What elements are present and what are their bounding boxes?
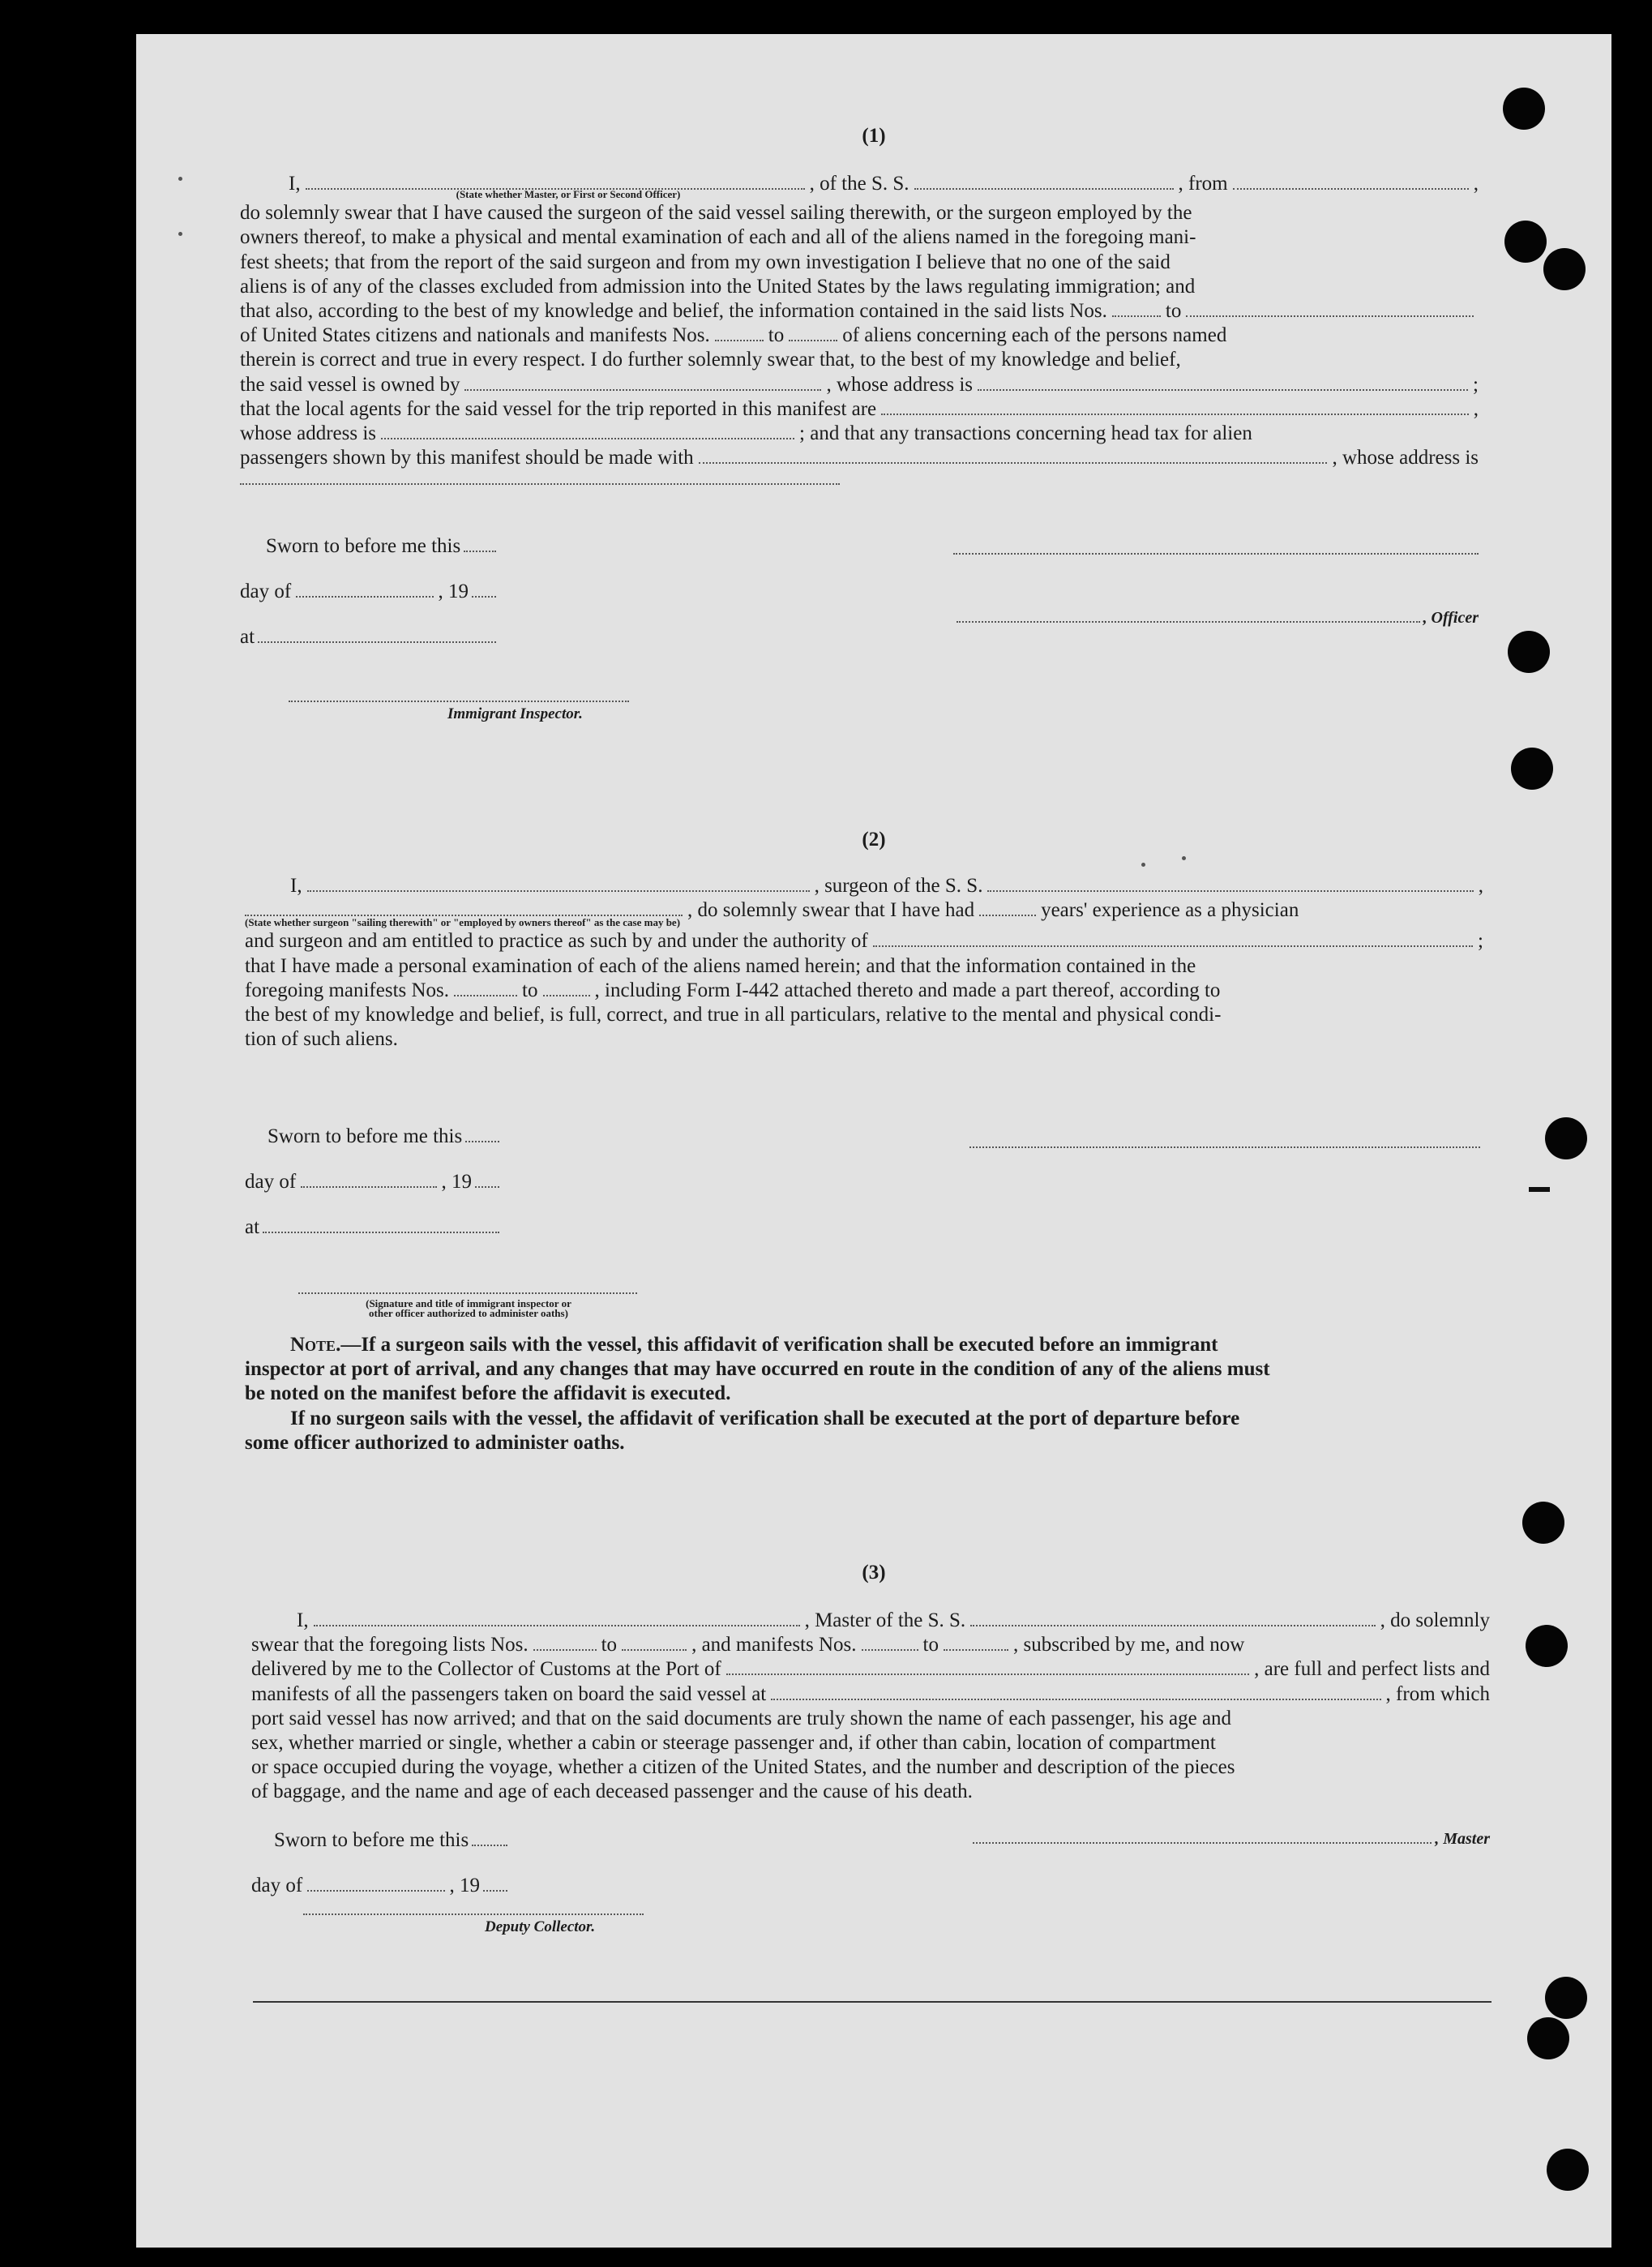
s1-day-field[interactable] xyxy=(296,583,433,598)
s2-manifests-to-field[interactable] xyxy=(543,982,590,996)
s3-l2e: , subscribed by me, and now xyxy=(1012,1634,1245,1656)
s2-l6: the best of my knowledge and belief, is full, correct, and true in all particulars, relative to the mental and physical condi- xyxy=(245,1003,1222,1026)
s1-l9c: ; xyxy=(1473,373,1479,396)
officer-label: , Officer xyxy=(1423,609,1479,627)
s1-l5: aliens is of any of the classes excluded from admission into the United States by the laws regulating immigration; and xyxy=(240,275,1196,298)
s1-year-field[interactable] xyxy=(472,583,496,598)
s2-vessel-field[interactable] xyxy=(987,877,1473,892)
s3-day-field[interactable] xyxy=(307,1877,444,1892)
s2-sig-hint-1: (Signature and title of immigrant inspector or xyxy=(366,1297,571,1309)
s2-manifests-from-field[interactable] xyxy=(454,982,517,996)
bottom-rule xyxy=(253,2001,1492,2003)
s3-i: I, xyxy=(297,1609,309,1631)
s3-l2c: , and manifests Nos. xyxy=(691,1634,857,1656)
s1-l11b: ; and that any transactions concerning head tax for alien xyxy=(799,422,1252,444)
section2-body xyxy=(245,874,1483,1052)
s1-from: , from xyxy=(1178,173,1228,195)
s1-l10b: , xyxy=(1473,397,1479,420)
s3-l3b: , are full and perfect lists and xyxy=(1254,1658,1490,1681)
note-l4: If no surgeon sails with the vessel, the affidavit of verification shall be executed at the port of departure before xyxy=(290,1407,1240,1429)
owner-field[interactable] xyxy=(464,376,821,391)
section1-heading: (1) xyxy=(862,125,886,147)
mark xyxy=(1529,1187,1550,1192)
s1-sworn: Sworn to before me this xyxy=(266,535,461,557)
punch-hole xyxy=(1508,631,1550,673)
punch-hole xyxy=(1545,1117,1587,1159)
head-tax-contact-field[interactable] xyxy=(699,449,1328,464)
s1-comma: , xyxy=(1473,173,1479,195)
s2-l2a: , do solemnly swear that I have had xyxy=(687,899,975,922)
officer-hint: (State whether Master, or First or Second Officer) xyxy=(456,188,681,201)
manifests-to-field[interactable] xyxy=(789,327,837,341)
s1-l4: fest sheets; that from the report of the said surgeon and from my own investigation I believe that no one of the said xyxy=(240,251,1171,273)
note-l5: some officer authorized to administer oaths. xyxy=(245,1431,625,1454)
owner-address-field[interactable] xyxy=(978,376,1468,391)
speck xyxy=(178,177,182,181)
s2-day-of: day of xyxy=(245,1171,297,1193)
s1-sworn-block xyxy=(240,535,499,649)
s3-l2b: to xyxy=(601,1634,618,1656)
s1-l9a: the said vessel is owned by xyxy=(240,373,460,396)
s3-year: , 19 xyxy=(449,1875,480,1896)
s1-day-of: day of xyxy=(240,581,292,602)
note-l3: be noted on the manifest before the affidavit is executed. xyxy=(245,1382,731,1405)
head-tax-address-field[interactable] xyxy=(240,470,840,485)
punch-hole xyxy=(1527,2017,1569,2059)
officer-signature xyxy=(953,608,1479,628)
s2-l5a: foregoing manifests Nos. xyxy=(245,979,450,1001)
collector-label: Deputy Collector. xyxy=(485,1918,596,1935)
s3-l3a: delivered by me to the Collector of Customs at the Port of xyxy=(251,1658,721,1681)
s2-sig-hint xyxy=(306,1297,631,1320)
surgeon-hint: (State whether surgeon "sailing therewith" or "employed by owners thereof" as the case may be) xyxy=(245,916,681,929)
agents-address-field[interactable] xyxy=(381,425,794,439)
s2-place-field[interactable] xyxy=(263,1219,499,1233)
punch-hole xyxy=(1547,2149,1589,2191)
lists-from-field[interactable] xyxy=(1112,302,1161,317)
s1-l10a: that the local agents for the said vessel for the trip reported in this manifest are xyxy=(240,397,877,420)
surgeon-signature-line[interactable] xyxy=(969,1146,1480,1148)
surgeon-name-field[interactable] xyxy=(307,877,810,892)
s3-l4b: , from which xyxy=(1385,1682,1490,1705)
s2-day-field[interactable] xyxy=(301,1173,436,1188)
s3-l2d: to xyxy=(922,1634,939,1656)
s1-l7a: of United States citizens and nationals and manifests Nos. xyxy=(240,324,710,347)
master-label: , Master xyxy=(1435,1830,1490,1848)
s2-l3b: ; xyxy=(1478,930,1483,953)
s1-place-field[interactable] xyxy=(258,628,496,643)
s1-of-ss: , of the S. S. xyxy=(809,173,909,195)
punch-hole xyxy=(1522,1502,1564,1544)
s3-sworn: Sworn to before me this xyxy=(274,1829,469,1851)
s2-l5b: to xyxy=(522,979,538,1001)
s1-year: , 19 xyxy=(438,581,469,602)
s2-l1b: , surgeon of the S. S. xyxy=(814,875,983,897)
note-l2: inspector at port of arrival, and any changes that may have occurred en route in the condition of any of the aliens must xyxy=(245,1358,1270,1381)
s1-l9b: , whose address is xyxy=(826,373,974,396)
s2-l3a: and surgeon and am entitled to practice as such by and under the authority of xyxy=(245,930,868,953)
punch-hole xyxy=(1526,1625,1568,1667)
embarkation-port-field[interactable] xyxy=(771,1686,1380,1700)
s1-l7b: to xyxy=(768,324,785,347)
s3-sworn-date-field[interactable] xyxy=(472,1832,507,1846)
s1-l12a: passengers shown by this manifest should be made with xyxy=(240,447,694,469)
punch-hole xyxy=(1511,748,1553,790)
authority-field[interactable] xyxy=(873,932,1473,947)
s3-l6: sex, whether married or single, whether a cabin or steerage passenger and, if other than cabin, location of compartment xyxy=(251,1731,1216,1754)
s1-sworn-date-field[interactable] xyxy=(464,538,496,552)
s3-l1c: , do solemnly xyxy=(1380,1609,1490,1631)
officer-signature-field[interactable] xyxy=(957,608,1420,623)
s1-l6: that also, according to the best of my knowledge and belief, the information contained in the said lists Nos. xyxy=(240,299,1107,322)
punch-hole xyxy=(1543,248,1586,290)
s2-at: at xyxy=(245,1216,260,1238)
section3-heading: (3) xyxy=(862,1562,886,1583)
s2-witness-signature-line[interactable] xyxy=(298,1292,637,1294)
speck xyxy=(178,232,182,236)
s2-i: I, xyxy=(290,875,302,897)
s3-lists-from-field[interactable] xyxy=(533,1636,597,1651)
s1-l3: owners thereof, to make a physical and mental examination of each and all of the aliens named in the foregoing mani- xyxy=(240,226,1196,249)
s2-year: , 19 xyxy=(441,1171,472,1193)
speck xyxy=(1141,863,1145,867)
note-l1: —If a surgeon sails with the vessel, this affidavit of verification shall be executed before an immigrant xyxy=(340,1334,1218,1356)
s3-l2a: swear that the foregoing lists Nos. xyxy=(251,1634,529,1656)
note-block xyxy=(245,1333,1485,1455)
s2-sworn-date-field[interactable] xyxy=(465,1128,499,1142)
s3-manifests-to-field[interactable] xyxy=(944,1636,1008,1651)
speck xyxy=(1182,856,1186,860)
vessel-name-field[interactable] xyxy=(914,175,1174,190)
s1-l2: do solemnly swear that I have caused the surgeon of the said vessel sailing therewith, or the surgeon employed by the xyxy=(240,202,1192,225)
s1-l11a: whose address is xyxy=(240,422,377,444)
inspector-label: Immigrant Inspector. xyxy=(447,705,583,722)
s2-l7: tion of such aliens. xyxy=(245,1028,398,1051)
s3-l4a: manifests of all the passengers taken on board the said vessel at xyxy=(251,1682,767,1705)
section1-body xyxy=(240,172,1479,495)
local-agents-field[interactable] xyxy=(881,401,1469,415)
s3-year-field[interactable] xyxy=(483,1877,507,1892)
s3-sworn-block xyxy=(251,1829,511,1897)
manifests-from-field[interactable] xyxy=(715,327,764,341)
s2-l5c: , including Form I-442 attached thereto and made a part thereof, according to xyxy=(594,979,1221,1001)
s2-l2b: years' experience as a physician xyxy=(1041,899,1299,922)
master-signature-field[interactable] xyxy=(973,1829,1432,1844)
form-page xyxy=(136,34,1611,2248)
surgeon-status-field[interactable] xyxy=(245,902,683,916)
lists-to-field[interactable] xyxy=(1186,302,1474,317)
collector-signature-line[interactable] xyxy=(303,1913,644,1915)
years-experience-field[interactable] xyxy=(979,902,1036,916)
s1-l8: therein is correct and true in every respect. I do further solemnly swear that, to the best of my knowledge and belief, xyxy=(240,349,1181,371)
section2-heading: (2) xyxy=(862,829,886,851)
punch-hole xyxy=(1504,221,1547,263)
s2-sworn-block xyxy=(245,1125,503,1239)
punch-hole xyxy=(1503,88,1545,130)
s3-lists-to-field[interactable] xyxy=(622,1636,687,1651)
s2-year-field[interactable] xyxy=(475,1173,499,1188)
s2-l1c: , xyxy=(1478,875,1483,897)
s1-l7c: of aliens concerning each of the persons named xyxy=(842,324,1227,347)
s3-l8: of baggage, and the name and age of each deceased passenger and the cause of his death. xyxy=(251,1781,973,1803)
port-field[interactable] xyxy=(726,1661,1249,1675)
punch-hole xyxy=(1545,1977,1587,2019)
note-label: Note. xyxy=(290,1334,341,1356)
s2-l4: that I have made a personal examination of each of the aliens named herein; and that the information contained in the xyxy=(245,954,1196,977)
s1-l12b: , whose address is xyxy=(1332,447,1479,469)
departure-port-field[interactable] xyxy=(1233,175,1469,190)
s3-vessel-field[interactable] xyxy=(970,1612,1375,1626)
master-signature xyxy=(969,1829,1490,1849)
s1-l6-to: to xyxy=(1165,299,1182,322)
s3-l5: port said vessel has now arrived; and that on the said documents are truly shown the name of each passenger, his age and xyxy=(251,1707,1232,1729)
section3-body xyxy=(251,1609,1490,1805)
s2-sig-hint-2: other officer authorized to administer oaths) xyxy=(369,1307,568,1319)
officer-signature-line-top[interactable] xyxy=(953,553,1479,555)
s2-sworn: Sworn to before me this xyxy=(267,1125,463,1147)
s1-i: I, xyxy=(289,173,301,195)
s3-l1b: , Master of the S. S. xyxy=(804,1609,966,1631)
inspector-signature-line[interactable] xyxy=(289,701,629,702)
s3-l7: or space occupied during the voyage, whether a citizen of the United States, and the number and description of the pieces xyxy=(251,1756,1235,1779)
s1-at: at xyxy=(240,626,255,648)
master-name-field[interactable] xyxy=(314,1612,800,1626)
s3-manifests-from-field[interactable] xyxy=(862,1636,918,1651)
s3-day-of: day of xyxy=(251,1875,303,1896)
